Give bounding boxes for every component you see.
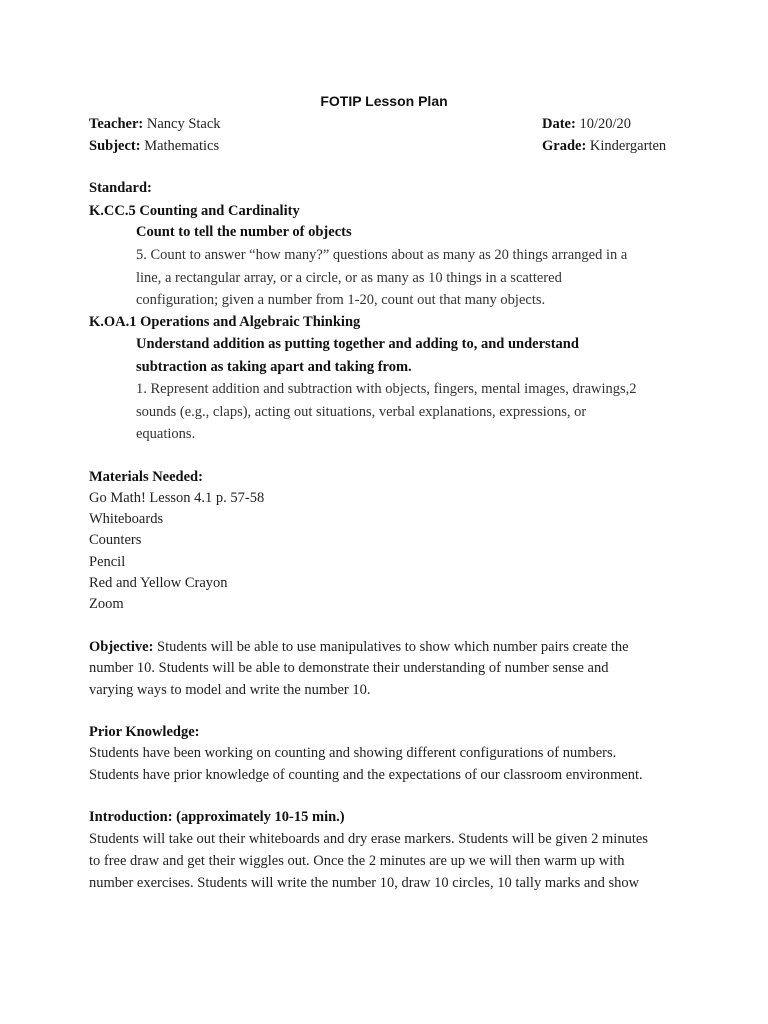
koa-text-line: sounds (e.g., claps), acting out situations, verbal explanations, expressions, or — [136, 404, 587, 420]
koa-code: K.OA.1 Operations and Algebraic Thinking — [89, 314, 361, 330]
material-item: Whiteboards — [89, 511, 164, 527]
koa-cluster-line: subtraction as taking apart and taking from. — [136, 359, 412, 375]
introduction-heading: Introduction: (approximately 10-15 min.) — [89, 809, 345, 825]
kcc-text-line: line, a rectangular array, or a circle, or as many as 10 things in a scattered — [136, 270, 562, 286]
objective-label: Objective: — [89, 639, 154, 655]
objective-line: number 10. Students will be able to demonstrate their understanding of number sense and — [89, 660, 609, 676]
standard-heading: Standard: — [89, 180, 152, 196]
teacher-label: Teacher: — [89, 116, 144, 132]
introduction-line: number exercises. Students will write the number 10, draw 10 circles, 10 tally marks and show — [89, 875, 640, 891]
teacher-value: Nancy Stack — [146, 116, 221, 132]
material-item: Counters — [89, 532, 142, 548]
kcc-cluster: Count to tell the number of objects — [136, 224, 352, 240]
kcc-text-line: 5. Count to answer “how many?” questions about as many as 20 things arranged in a — [136, 247, 628, 263]
kcc-code: K.CC.5 Counting and Cardinality — [89, 203, 300, 219]
subject-label: Subject: — [89, 138, 141, 154]
kcc-text-line: configuration; given a number from 1-20, count out that many objects. — [136, 292, 546, 308]
subject-row — [89, 137, 219, 155]
grade-label: Grade: — [542, 138, 587, 154]
koa-cluster-line: Understand addition as putting together and adding to, and understand — [136, 336, 579, 352]
prior-knowledge-line: Students have prior knowledge of counting and the expectations of our classroom environment. — [89, 767, 643, 783]
koa-text-line: 1. Represent addition and subtraction with objects, fingers, mental images, drawings,2 — [136, 381, 637, 397]
introduction-line: Students will take out their whiteboards and dry erase markers. Students will be given 2 minutes — [89, 831, 648, 847]
material-item: Red and Yellow Crayon — [89, 575, 228, 591]
materials-heading: Materials Needed: — [89, 469, 203, 485]
objective-line — [89, 638, 629, 656]
date-label: Date: — [542, 116, 576, 132]
prior-knowledge-heading: Prior Knowledge: — [89, 724, 200, 740]
teacher-row — [89, 115, 221, 133]
date-row — [542, 115, 631, 133]
material-item: Zoom — [89, 596, 124, 612]
page-title: FOTIP Lesson Plan — [320, 93, 448, 109]
material-item: Pencil — [89, 554, 126, 570]
grade-row — [542, 137, 666, 155]
koa-text-line: equations. — [136, 426, 196, 442]
material-item: Go Math! Lesson 4.1 p. 57-58 — [89, 490, 265, 506]
objective-line: varying ways to model and write the number 10. — [89, 682, 371, 698]
objective-text: Students will be able to use manipulatives to show which number pairs create the — [153, 639, 629, 655]
subject-value: Mathematics — [144, 138, 220, 154]
prior-knowledge-line: Students have been working on counting and showing different configurations of numbers. — [89, 745, 617, 761]
grade-value: Kindergarten — [589, 138, 667, 154]
introduction-line: to free draw and get their wiggles out. Once the 2 minutes are up we will then warm up with — [89, 853, 625, 869]
date-value: 10/20/20 — [579, 116, 632, 132]
